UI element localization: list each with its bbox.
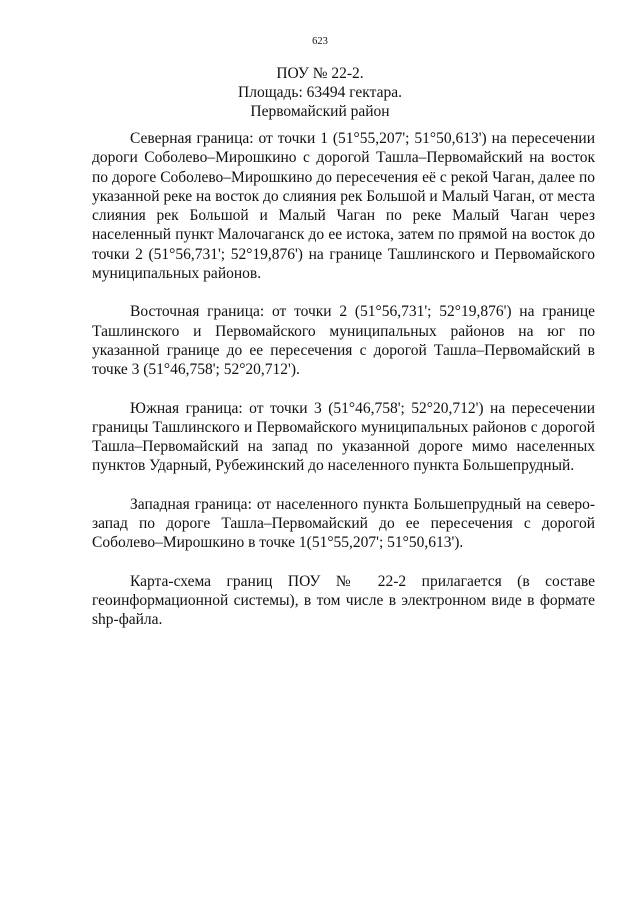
map-scheme-paragraph: Карта-схема границ ПОУ № 22-2 прилагается (в составе геоинформационной системы), в том числе в электронном виде в формате shp-файла. [92,572,595,629]
east-boundary-paragraph: Восточная граница: от точки 2 (51°56,731'; 52°19,876') на границе Ташлинского и Первомайского муниципальных районов на юг по указанной границе до ее пересечения с дорогой Ташла–Первомайский в точке 3 (51°46,758'; 52°20,712'). [92,303,595,379]
south-boundary-paragraph: Южная граница: от точки 3 (51°46,758'; 52°20,712') на пересечении границы Ташлинского и Первомайского муниципальных районов с дорогой Ташла–Первомайский на запад по указанной дороге мимо населенных пунктов Ударный, Рубежинский до населенного пункта Большепрудный. [92,399,595,475]
document-body [92,129,595,649]
west-boundary-paragraph: Западная граница: от населенного пункта Большепрудный на северо-запад по дороге Ташла–Первомайский до ее пересечения с дорогой Соболево–Мирошкино в точке 1(51°55,207'; 51°50,613'). [92,495,595,552]
district-line: Первомайский район [250,103,390,120]
area-line: Площадь: 63494 гектара. [238,84,402,101]
page-number: 623 [312,36,328,47]
north-boundary-paragraph: Северная граница: от точки 1 (51°55,207'; 51°50,613') на пересечении дороги Соболево–Мирошкино с дорогой Ташла–Первомайский на восток по дороге Соболево–Мирошкино до пересечения её с рекой Чаган, далее по указанной реке на восток до слияния рек Большой и Малый Чаган, от места слияния рек Большой и Малый Чаган по реке Малый Чаган через населенный пункт Малочаганск до ее истока, затем по прямой на восток до точки 2 (51°56,731'; 52°19,876') на границе Ташлинского и Первомайского муниципальных районов. [92,130,595,283]
document-header [0,64,640,121]
document-title: ПОУ № 22-2. [276,65,364,82]
